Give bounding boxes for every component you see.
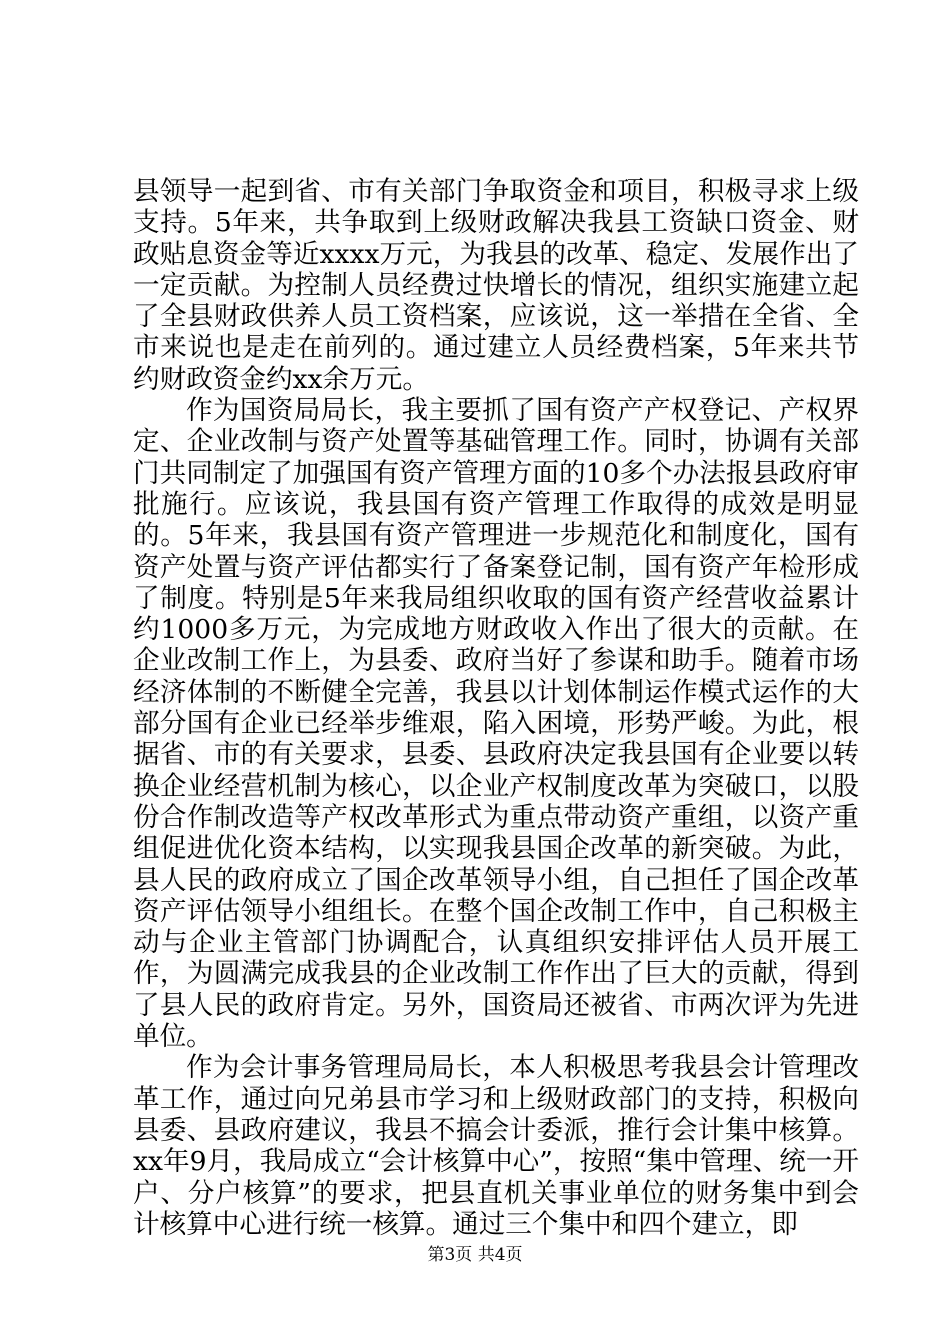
paragraph-2: 作为国资局局长，我主要抓了国有资产产权登记、产权界定、企业改制与资产处置等基础管理工作。同时，协调有关部门共同制定了加强国有资产管理方面的10多个办法报县政府审批施行。应该说，我县国有资产管理工作取得的成效是明显的。5年来，我县国有资产管理进一步规范化和制度化，国有资产处置与资产评估都实行了备案登记制，国有资产年检形成了制度。特别是5年来我局组织收取的国有资产经营收益累计约1000多万元，为完成地方财政收入作出了很大的贡献。在企业改制工作上，为县委、政府当好了参谋和助手。随着市场经济体制的不断健全完善，我县以计划体制运作模式运作的大部分国有企业已经举步维艰，陷入困境，形势严峻。为此，根据省、市的有关要求，县委、县政府决定我县国有企业要以转换企业经营机制为核心，以企业产权制度改革为突破口，以股份合作制改造等产权改革形式为重点带动资产重组，以资产重组促进优化资本结构，以实现我县国企改革的新突破。为此，县人民的政府成立了国企改革领导小组，自己担任了国企改革资产评估领导小组组长。在整个国企改制工作中，自己积极主动与企业主管部门协调配合，认真组织安排评估人员开展工作，为圆满完成我县的企业改制工作作出了巨大的贡献，得到了县人民的政府肯定。另外，国资局还被省、市两次评为先进单位。 [133, 395, 859, 1053]
page-footer [0, 1245, 950, 1265]
paragraph-1: 县领导一起到省、市有关部门争取资金和项目，积极寻求上级支持。5年来，共争取到上级财政解决我县工资缺口资金、财政贴息资金等近xxxx万元，为我县的改革、稳定、发展作出了一定贡献。为控制人员经费过快增长的情况，组织实施建立起了全县财政供养人员工资档案，应该说，这一举措在全省、全市来说也是走在前列的。通过建立人员经费档案，5年来共节约财政资金约xx余万元。 [133, 176, 859, 395]
document-body [133, 176, 859, 1240]
page-number: 第3页 [427, 1245, 473, 1265]
page-total: 共4页 [477, 1245, 523, 1265]
paragraph-3: 作为会计事务管理局局长，本人积极思考我县会计管理改革工作，通过向兄弟县市学习和上级财政部门的支持，积极向县委、县政府建议，我县不搞会计委派，推行会计集中核算。xx年9月，我局成立“会计核算中心”，按照“集中管理、统一开户、分户核算”的要求，把县直机关事业单位的财务集中到会计核算中心进行统一核算。通过三个集中和四个建立，即 [133, 1052, 859, 1240]
